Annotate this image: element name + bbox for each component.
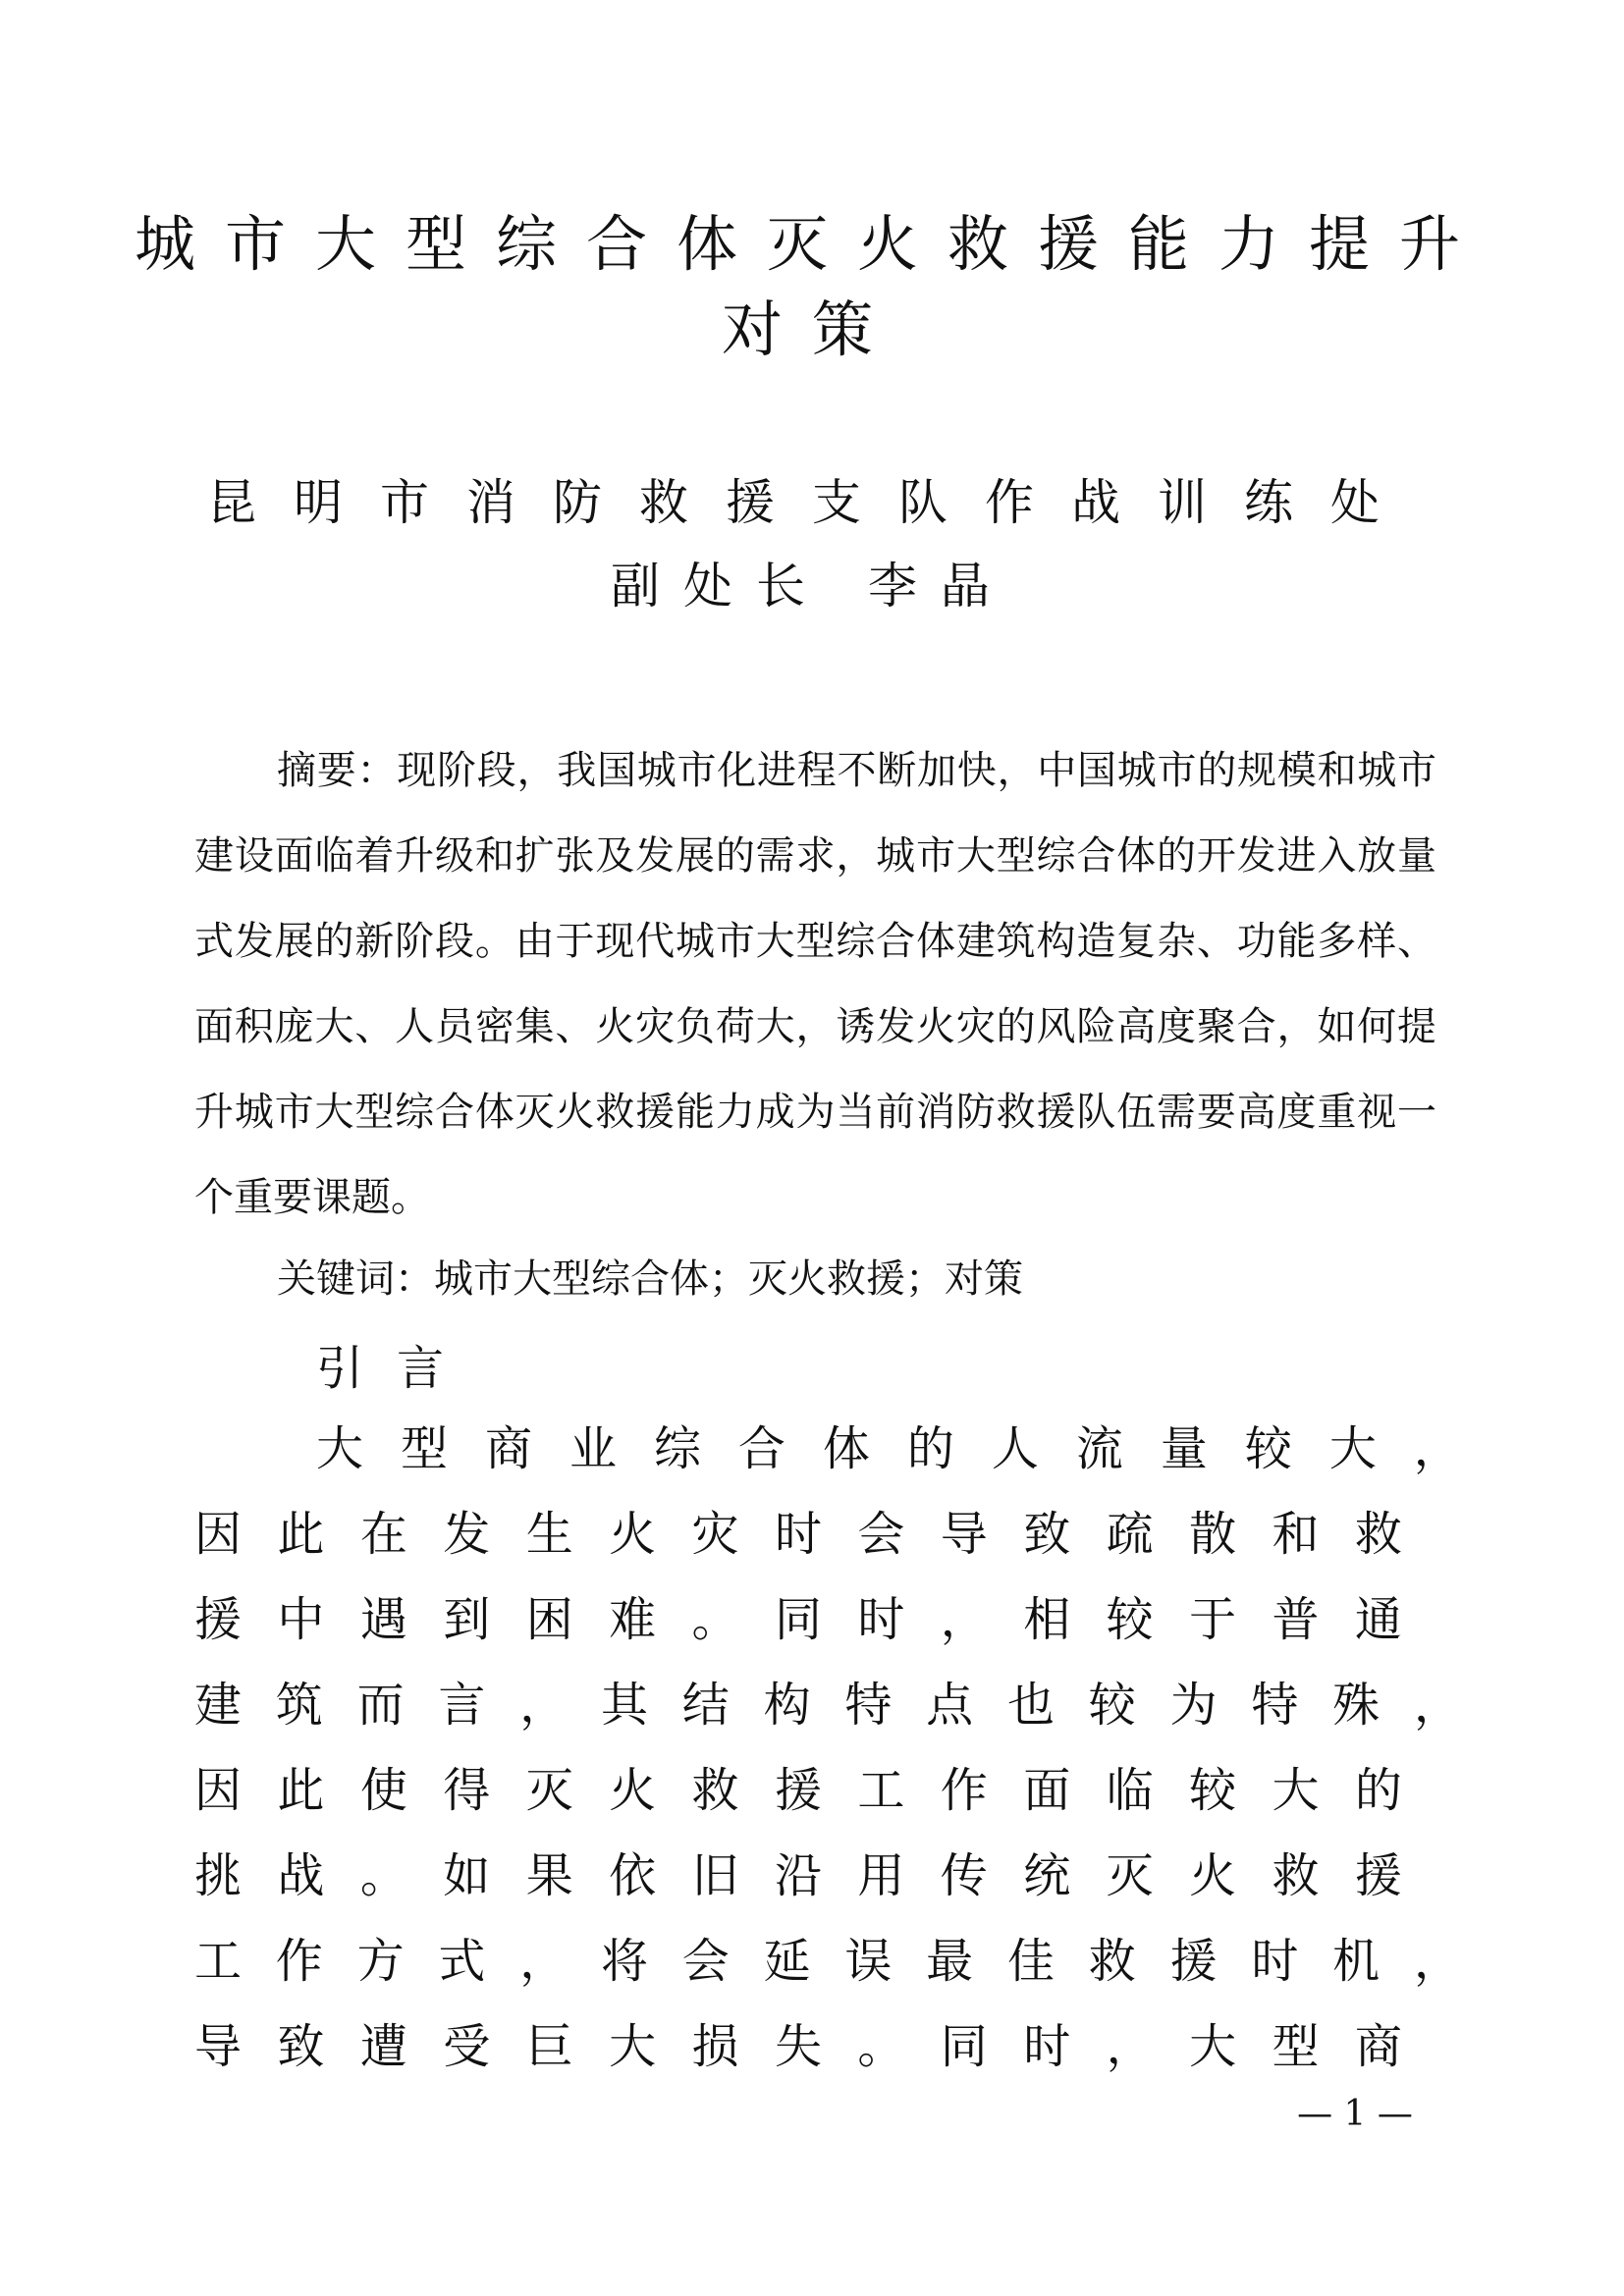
body-text-line: 因 此 使 得 灭 火 救 援 工 作 面 临 较 大 的 — [194, 1763, 1402, 1818]
document-title-line-2: 对策 — [721, 294, 902, 365]
abstract-paragraph: 摘要：现阶段，我国城市化进程不断加快，中国城市的规模和城市建设面临着升级和扩张及发展的需求，城市大型综合体的开发进入放量式发展的新阶段。由于现代城市大型综合体建筑构造复杂、功能多样、面积庞大、人员密集、火灾负荷大，诱发火灾的风险高度聚合，如何提升城市大型综合体灭火救援能力成为当前消防救援队伍需要高度重视一个重要课题。 — [194, 748, 1436, 1220]
introduction-heading: 引言 — [316, 1341, 478, 1396]
document-title-line-1: 城市大型综合体灭火救援能力提升 — [134, 208, 1489, 280]
body-text-line: 工 作 方 式 ， 将 会 延 误 最 佳 救 援 时 机 ， — [194, 1934, 1461, 1989]
keywords-line: 关键词：城市大型综合体；灭火救援；对策 — [277, 1256, 1023, 1302]
body-text-line: 导 致 遭 受 巨 大 损 失 。 同 时 ， 大 型 商 — [194, 2019, 1402, 2074]
page-number: — 1 — — [1297, 2094, 1413, 2134]
body-text-line: 建 筑 而 言 ， 其 结 构 特 点 也 较 为 特 殊 ， — [194, 1678, 1461, 1733]
author-role-and-name: 副处长 李晶 — [611, 558, 1013, 614]
body-text-line: 因 此 在 发 生 火 灾 时 会 导 致 疏 散 和 救 — [194, 1507, 1402, 1562]
body-text-line: 大 型 商 业 综 合 体 的 人 流 量 较 大 ， — [316, 1421, 1461, 1476]
body-text-line: 援 中 遇 到 困 难 。 同 时 ， 相 较 于 普 通 — [194, 1592, 1402, 1647]
body-text-line: 挑 战 。 如 果 依 旧 沿 用 传 统 灭 火 救 援 — [194, 1848, 1402, 1903]
author-organization: 昆明市消防救援支队作战训练处 — [207, 474, 1417, 531]
